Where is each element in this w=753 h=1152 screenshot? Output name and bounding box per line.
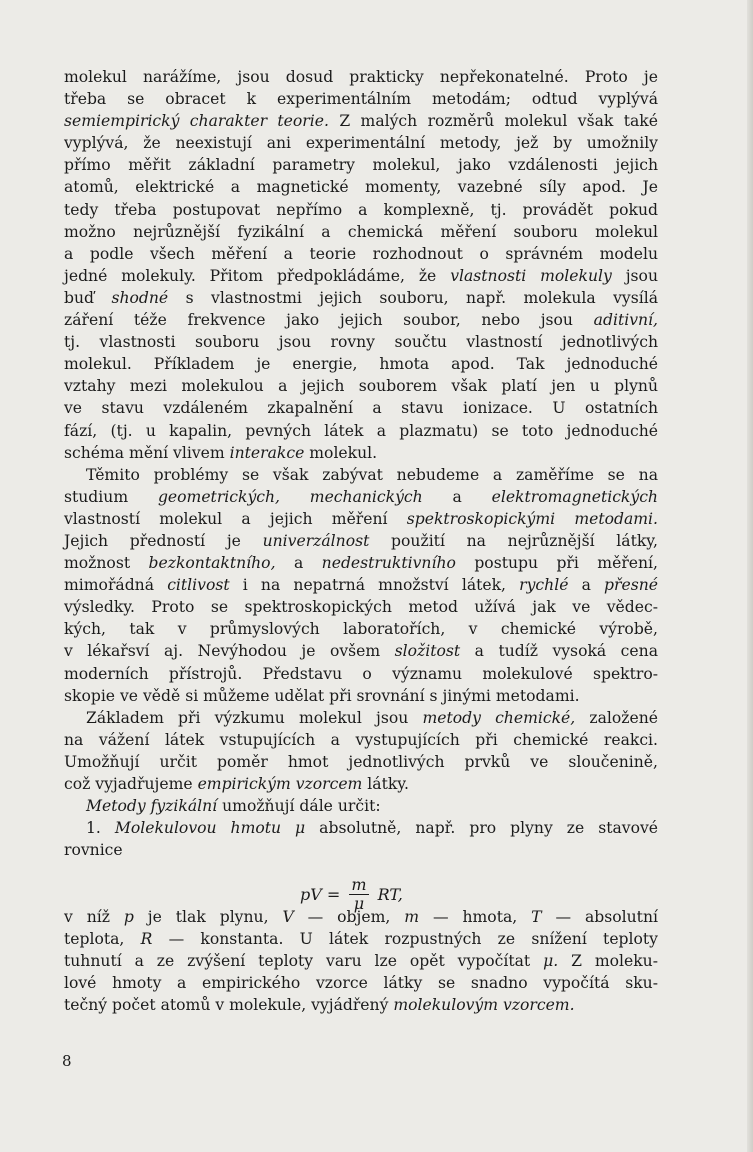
text-line	[64, 574, 658, 596]
emphasis-text: V	[282, 907, 294, 926]
text-segment: záření téže frekvence jako jejich soubor, nebo jsou	[64, 311, 594, 330]
text-segment: třeba se obracet k experimentálním metodám; odtud vyplývá	[64, 90, 658, 109]
text-line	[64, 640, 658, 662]
text-segment: použití na nejrůznější látky,	[369, 531, 658, 550]
text-segment: rovnice	[64, 841, 123, 860]
text-line	[64, 66, 658, 88]
text-line	[64, 199, 658, 221]
text-segment: tj. vlastnosti souboru jsou rovny součtu vlastností jednotlivých	[64, 333, 658, 352]
text-segment: a	[568, 576, 605, 595]
text-segment: možno nejrůznější fyzikální a chemická měření souboru molekul	[64, 222, 658, 241]
emphasis-text: aditivní,	[593, 311, 658, 330]
emphasis-text: geometrických, mechanických	[157, 487, 423, 506]
text-segment: atomů, elektrické a magnetické momenty, vazebné síly apod. Je	[64, 178, 658, 197]
text-line	[64, 928, 658, 950]
text-segment: Jejich předností je	[64, 531, 263, 550]
text-line	[64, 729, 658, 751]
text-line	[64, 663, 658, 685]
formula-fraction	[349, 876, 368, 913]
text-segment: skopie ve vědě si můžeme udělat při srovnání s jinými metodami.	[64, 686, 580, 705]
text-line	[64, 397, 658, 419]
page-number: 8	[62, 1052, 72, 1070]
emphasis-text: rychlé	[519, 576, 569, 595]
text-segment: 1.	[86, 819, 115, 838]
text-line	[64, 353, 658, 375]
text-segment: na vážení látek vstupujících a vystupujících při chemické reakci.	[64, 730, 658, 749]
gas-state-equation	[300, 876, 403, 920]
text-segment: fází, (tj. u kapalin, pevných látek a plazmatu) se toto jednoduché	[64, 421, 658, 440]
emphasis-text: metody chemické,	[422, 708, 576, 727]
text-line	[64, 154, 658, 176]
emphasis-text: složitost	[394, 642, 461, 661]
text-line	[64, 795, 658, 817]
text-segment: i na nepatrná množství látek,	[229, 576, 520, 595]
emphasis-text: vlastnosti molekuly	[450, 266, 612, 285]
text-segment: — absolutní	[541, 907, 658, 926]
text-line	[64, 552, 658, 574]
text-line	[64, 375, 658, 397]
text-segment: s vlastnostmi jejich souboru, např. molekula vysílá	[168, 288, 658, 307]
emphasis-text: μ.	[543, 951, 559, 970]
text-segment: lové hmoty a empirického vzorce látky se snadno vypočítá sku-	[64, 973, 658, 992]
emphasis-text: bezkontaktního,	[148, 554, 276, 573]
text-segment: je tlak plynu,	[133, 907, 283, 926]
text-segment: a	[422, 487, 492, 506]
text-line	[64, 596, 658, 618]
emphasis-text: shodné	[111, 288, 169, 307]
text-line	[64, 685, 658, 707]
text-segment: mimořádná	[64, 576, 168, 595]
text-segment: Základem při výzkumu molekul jsou	[86, 708, 423, 727]
text-segment: — konstanta. U látek rozpustných ze snížení teploty	[152, 929, 658, 948]
text-segment: Umožňují určit poměr hmot jednotlivých prvků ve sloučenině,	[64, 752, 658, 771]
text-segment: postupu při měření,	[455, 554, 658, 573]
emphasis-text: m	[404, 907, 420, 926]
text-line	[64, 464, 658, 486]
emphasis-text: empirickým vzorcem	[197, 775, 363, 793]
text-line	[64, 287, 658, 309]
text-line	[64, 176, 658, 198]
text-segment: přímo měřit základní parametry molekul, jako vzdálenosti jejich	[64, 156, 658, 175]
text-segment: v níž	[64, 907, 124, 926]
text-line	[64, 839, 658, 861]
emphasis-text: Metody fyzikální	[86, 797, 218, 816]
formula-rhs: RT,	[377, 885, 403, 904]
text-segment: látky.	[362, 775, 409, 793]
text-segment: Z malých rozměrů molekul však také	[328, 112, 658, 131]
text-line	[64, 751, 658, 773]
text-line	[64, 508, 658, 530]
emphasis-text: spektroskopickými metodami.	[406, 509, 659, 528]
text-segment: teplota,	[64, 929, 141, 948]
text-line	[64, 110, 658, 132]
text-line	[64, 994, 658, 1016]
text-segment: tedy třeba postupovat nepřímo a komplexně, tj. provádět pokud	[64, 200, 658, 219]
emphasis-text: univerzálnost	[262, 531, 370, 550]
body-text	[64, 66, 658, 1016]
text-segment: jsou	[611, 266, 658, 285]
text-line	[64, 486, 658, 508]
text-segment: vyplývá, že neexistují ani experimentální metody, jež by umožnily	[64, 134, 658, 153]
text-segment: a podle všech měření a teorie rozhodnout o správném modelu	[64, 244, 658, 263]
text-segment: vztahy mezi molekulou a jejich souborem však platí jen u plynů	[64, 377, 658, 396]
text-segment: molekul. Příkladem je energie, hmota apod. Tak jednoduché	[64, 355, 658, 374]
text-segment: molekul narážíme, jsou dosud prakticky nepřekonatelné. Proto je	[64, 68, 658, 86]
text-segment: jedné molekuly. Přitom předpokládáme, že	[64, 266, 451, 285]
text-segment: buď	[64, 288, 112, 307]
emphasis-text: citlivost	[167, 576, 230, 595]
emphasis-text: nedestruktivního	[321, 554, 456, 573]
text-segment: studium	[64, 487, 158, 506]
text-segment: molekul.	[304, 443, 378, 462]
text-line	[64, 265, 658, 287]
text-segment: možnost	[64, 554, 149, 573]
emphasis-text: elektromagnetických	[491, 487, 658, 506]
text-line	[64, 243, 658, 265]
text-line	[64, 331, 658, 353]
emphasis-text: semiempirický charakter teorie.	[64, 112, 329, 131]
formula-denominator: μ	[353, 894, 365, 913]
text-segment: tuhnutí a ze zvýšení teploty varu lze opět vypočítat	[64, 951, 544, 970]
text-line	[64, 773, 658, 795]
emphasis-text: přesné	[604, 576, 658, 595]
text-line	[64, 707, 658, 729]
emphasis-text: Molekulovou hmotu μ	[114, 819, 306, 838]
text-line	[64, 132, 658, 154]
text-line	[64, 817, 658, 839]
formula-lhs: pV =	[300, 885, 341, 904]
text-segment: v lékařsví aj. Nevýhodou je ovšem	[64, 642, 395, 661]
text-segment: ve stavu vzdáleném zkapalnění a stavu ionizace. U ostatních	[64, 399, 658, 418]
text-segment: a tudíž vysoká cena	[460, 642, 658, 661]
text-line	[64, 309, 658, 331]
text-segment: schéma mění vlivem	[64, 443, 230, 462]
emphasis-text: molekulovým vzorcem.	[393, 995, 575, 1014]
text-segment: Těmito problémy se však zabývat nebudeme a zaměříme se na	[86, 465, 658, 484]
text-segment: vlastností molekul a jejich měření	[64, 509, 407, 528]
text-line	[64, 88, 658, 110]
text-line	[64, 950, 658, 972]
text-segment: umožňují dále určit:	[217, 797, 381, 816]
text-segment: tečný počet atomů v molekule, vyjádřený	[64, 995, 394, 1014]
text-line	[64, 420, 658, 442]
text-line	[64, 618, 658, 640]
text-segment: — objem,	[293, 907, 405, 926]
emphasis-text: interakce	[229, 443, 305, 462]
text-line	[64, 972, 658, 994]
text-line	[64, 530, 658, 552]
text-segment: výsledky. Proto se spektroskopických metod užívá jak ve vědec-	[64, 598, 658, 617]
text-line	[64, 221, 658, 243]
text-segment: založené	[575, 708, 658, 727]
text-segment: a	[275, 554, 322, 573]
emphasis-text: R	[140, 929, 153, 948]
emphasis-text: T	[531, 907, 542, 926]
formula-numerator: m	[351, 875, 367, 894]
text-segment: absolutně, např. pro plyny ze stavové	[305, 819, 658, 838]
text-line	[64, 442, 658, 464]
page-edge	[747, 0, 753, 1152]
text-segment: moderních přístrojů. Představu o významu molekulové spektro-	[64, 664, 658, 683]
text-segment: Z moleku-	[558, 951, 658, 970]
text-segment: což vyjadřujeme	[64, 775, 198, 793]
text-segment: kých, tak v průmyslových laboratořích, v chemické výrobě,	[64, 620, 658, 639]
text-segment: — hmota,	[419, 907, 532, 926]
emphasis-text: p	[123, 907, 134, 926]
